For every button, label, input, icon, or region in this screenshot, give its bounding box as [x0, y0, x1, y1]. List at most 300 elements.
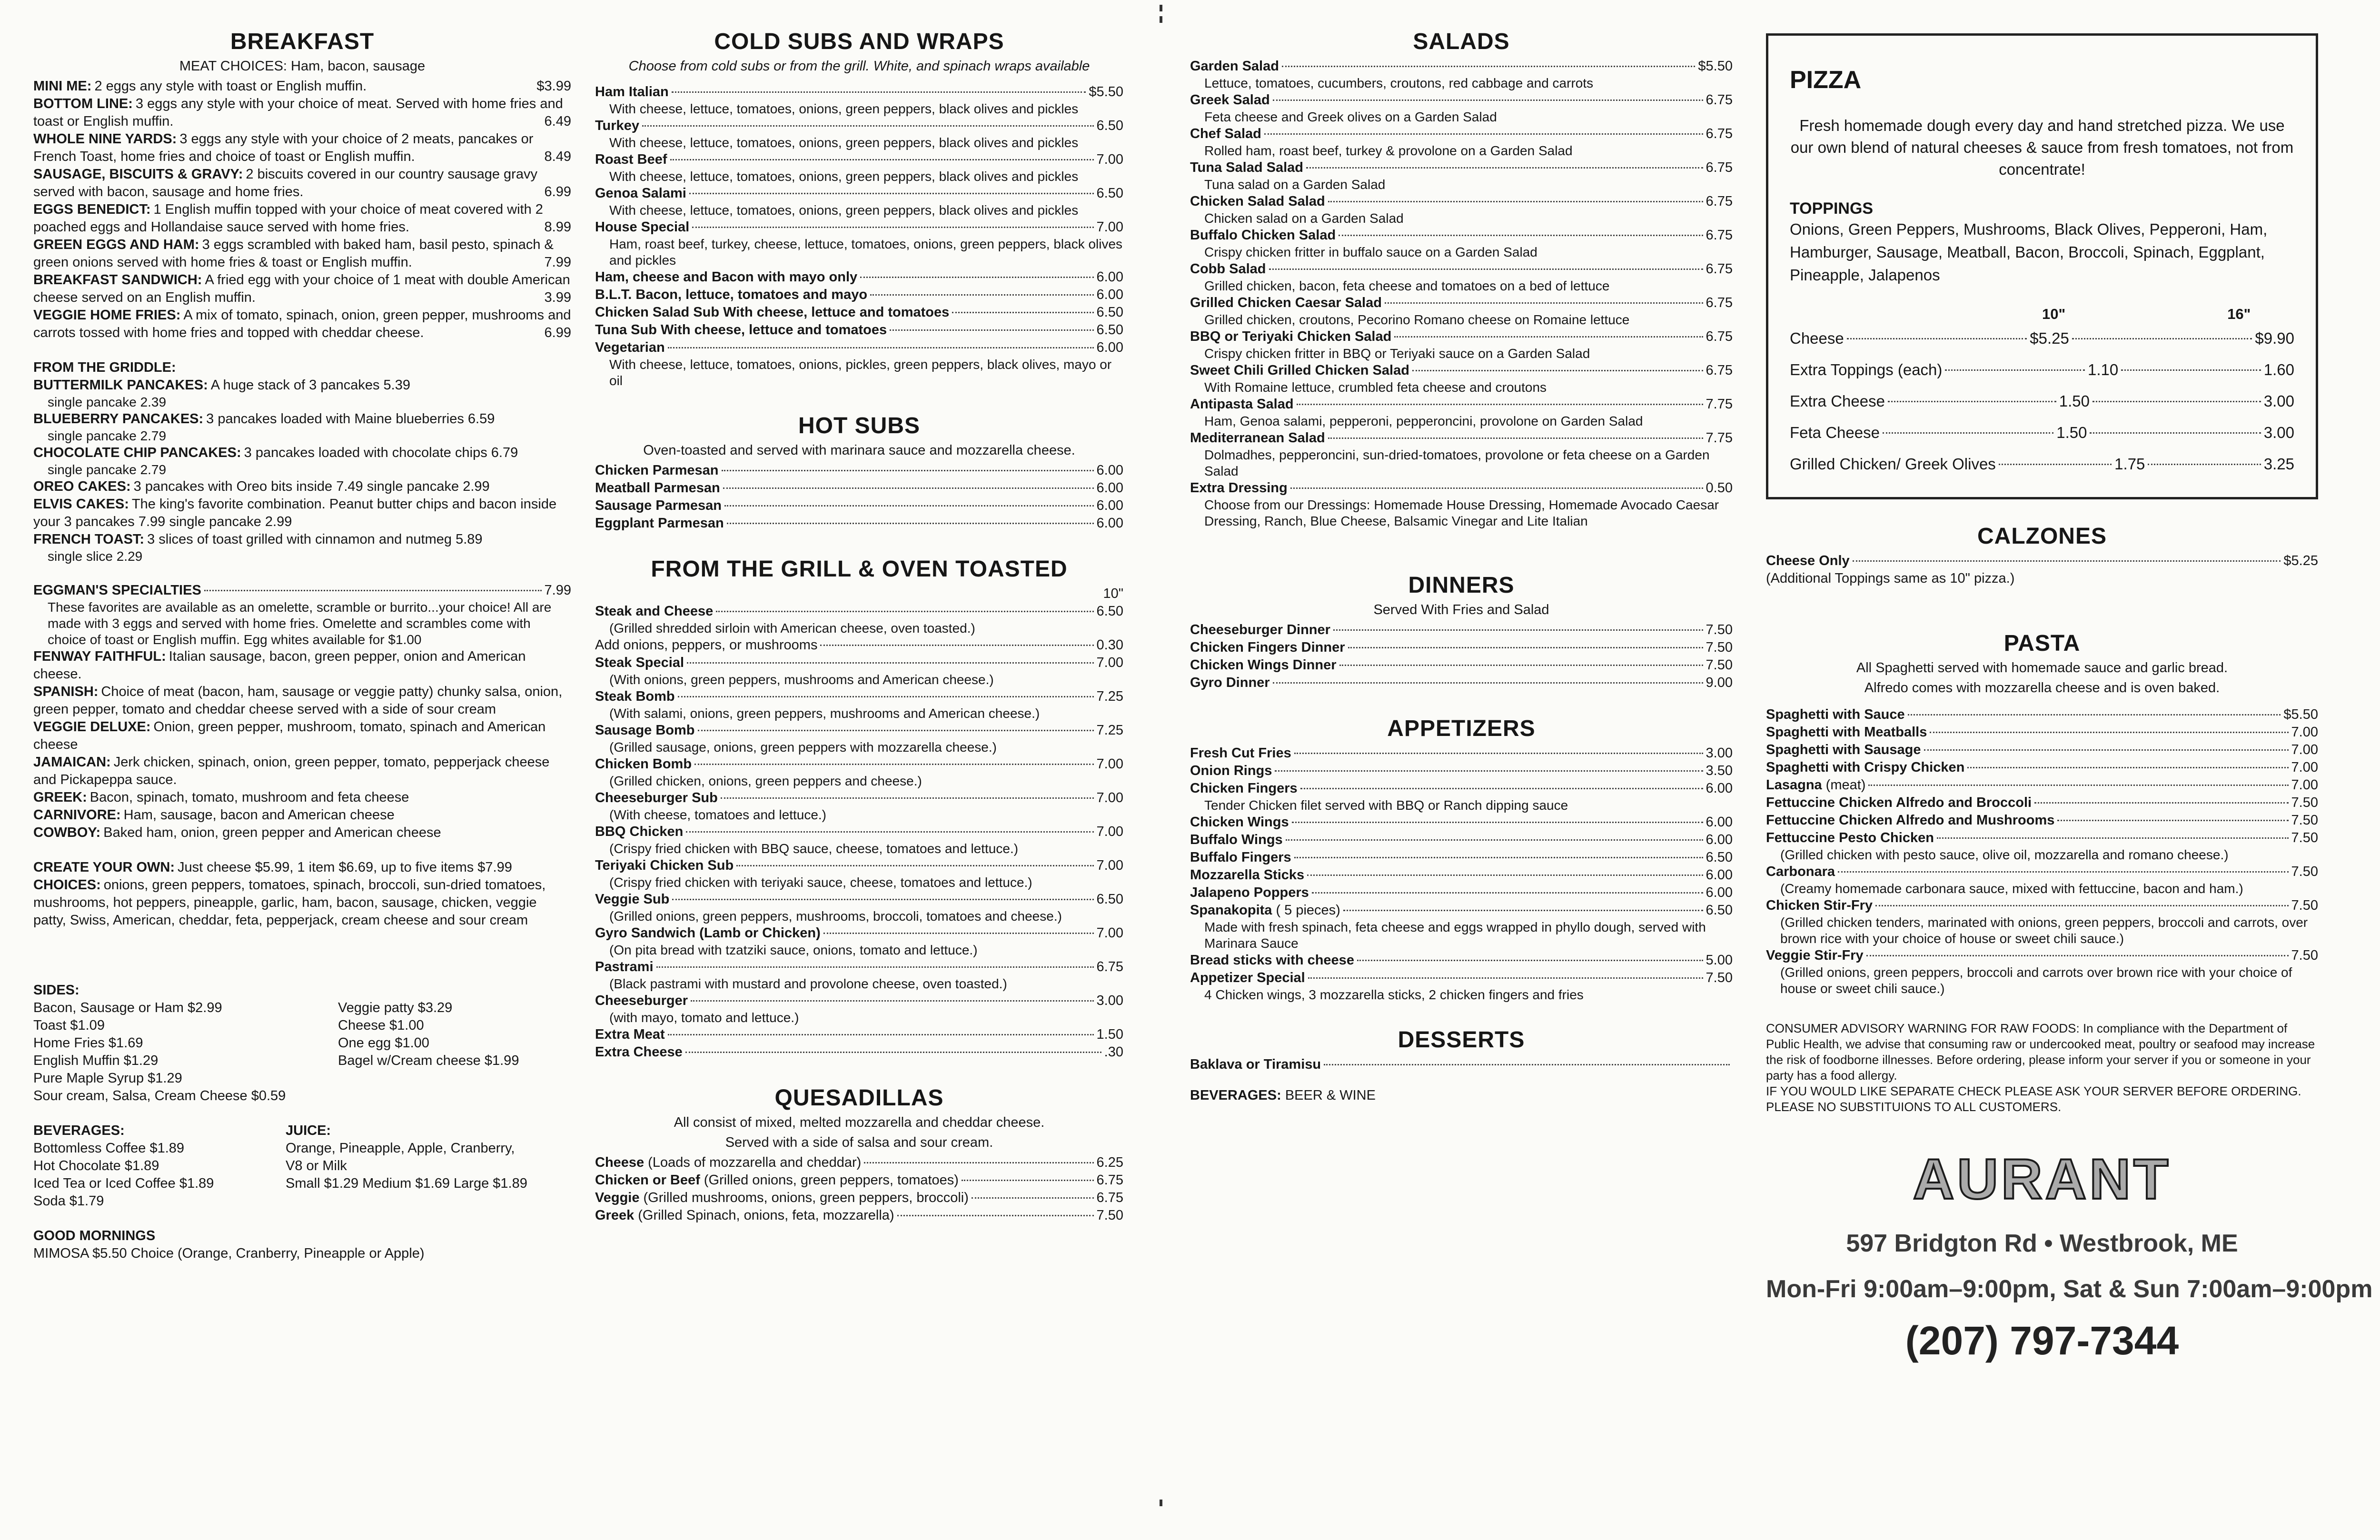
menu-item-desc: Dolmadhes, pepperoncini, sun-dried-tomatoes, provolone or feta cheese on a Garden Salad — [1204, 447, 1710, 478]
menu-item-name: Chicken Stir-Fry — [1766, 898, 1873, 914]
menu-item-name: Vegetarian — [595, 340, 665, 355]
leader-dots — [1868, 785, 2288, 786]
menu-item-price: 7.00 — [2291, 760, 2318, 775]
breakfast-section — [33, 29, 571, 1262]
menu-item-row — [595, 185, 1123, 202]
menu-item-price: 0.30 — [1096, 637, 1123, 653]
leader-dots — [692, 227, 1093, 228]
menu-item-desc: (Crispy fried chicken with teriyaki sauce, cheese, tomatoes and lettuce.) — [609, 875, 1032, 890]
menu-item-name: Meatball Parmesan — [595, 480, 720, 496]
menu-item-name: Gyro Dinner — [1190, 675, 1270, 690]
menu-item-name: Cheese Only — [1766, 553, 1850, 569]
menu-item-name: Tuna Sub With cheese, lettuce and tomatoes — [595, 322, 887, 338]
menu-item-row — [595, 789, 1123, 807]
menu-item-desc: With cheese, lettuce, tomatoes, onions, green peppers, black olives and pickles — [609, 203, 1079, 218]
leader-dots — [2090, 432, 2261, 434]
restaurant-phone: (207) 797-7344 — [1905, 1318, 2179, 1363]
breakfast-column — [33, 29, 571, 1286]
leader-dots — [1412, 370, 1703, 371]
pizza-title: PIZZA — [1790, 66, 1862, 94]
specialty-item-text: Choice of meat (bacon, ham, sausage or veggie patty) chunky salsa, onion, green pepper, tomato and cheddar cheese served with a side of sour cream — [33, 684, 563, 717]
menu-item-price: 7.25 — [1096, 723, 1123, 738]
menu-item-price: 6.50 — [1096, 892, 1123, 907]
menu-item-name: Spaghetti with Meatballs — [1766, 725, 1927, 740]
menu-item-row — [1190, 866, 1733, 884]
menu-item-desc: Grilled chicken, croutons, Pecorino Romano cheese on Romaine lettuce — [1204, 312, 1630, 327]
pizza-column — [1766, 33, 2373, 1364]
leader-dots — [890, 329, 1093, 331]
menu-item-name: Fettuccine Pesto Chicken — [1766, 830, 1934, 846]
menu-item-name: Veggie — [595, 1190, 640, 1205]
griddle-item — [33, 531, 571, 548]
cold-subs-section — [595, 29, 1123, 389]
toppings-title: TOPPINGS — [1790, 199, 1874, 218]
beverage-item: Iced Tea or Iced Coffee $1.89 — [33, 1176, 214, 1191]
pasta-title: PASTA — [2003, 631, 2081, 656]
restaurant-logo: AURANT — [1913, 1147, 2172, 1212]
calzones-title: CALZONES — [1977, 524, 2107, 549]
menu-item-row — [1190, 328, 1733, 346]
menu-item-row — [1190, 260, 1733, 278]
menu-item-row — [1190, 902, 1733, 919]
menu-item-name: Steak Special — [595, 655, 684, 670]
breakfast-title: BREAKFAST — [230, 29, 375, 54]
pizza-row-name: Feta Cheese — [1790, 424, 1880, 442]
leader-dots — [1306, 167, 1703, 169]
menu-item-price: 7.50 — [2291, 813, 2318, 828]
menu-item-row — [595, 462, 1123, 479]
breakfast-item-text: 2 eggs any style with toast or English muffin. — [94, 79, 367, 94]
specialty-item — [33, 754, 571, 789]
salads-section — [1190, 29, 1733, 529]
breakfast-item-price: 6.99 — [544, 325, 571, 340]
choices: CHOICES: onions, green peppers, tomatoes, spinach, broccoli, sun-dried tomatoes, mushrooms, hot peppers, pineapple, garlic, ham, bacon, sausage, chicken, veggie patty, Swiss, American, cheddar, feta, pepperjack, cream cheese and sour cream — [33, 877, 546, 928]
menu-item-price: 6.50 — [1096, 322, 1123, 338]
menu-item-name: Cheeseburger Sub — [595, 790, 718, 805]
menu-item-price: 6.00 — [1096, 516, 1123, 531]
menu-item-row — [1190, 969, 1733, 987]
menu-item-name: Teriyaki Chicken Sub — [595, 858, 734, 873]
juice-item: Orange, Pineapple, Apple, Cranberry, — [286, 1141, 515, 1156]
menu-item-price: 3.00 — [1096, 993, 1123, 1008]
leader-dots — [1924, 749, 2289, 751]
grill-title: FROM THE GRILL & OVEN TOASTED — [651, 556, 1068, 582]
leader-dots — [678, 696, 1094, 697]
menu-item-row — [595, 958, 1123, 976]
menu-item-row — [1190, 639, 1733, 656]
menu-item-row — [1766, 947, 2318, 964]
menu-item-price: 6.50 — [1096, 305, 1123, 320]
pizza-price-10: 1.10 — [2087, 361, 2119, 379]
leader-dots — [1294, 857, 1703, 858]
menu-item-name: Chicken Fingers Dinner — [1190, 640, 1345, 655]
leader-dots — [2121, 369, 2261, 371]
leader-dots — [1908, 714, 2281, 715]
menu-item-row — [1190, 884, 1733, 902]
appetizers-title: APPETIZERS — [1387, 716, 1536, 741]
menu-item-desc: With cheese, lettuce, tomatoes, onions, pickles, green peppers, black olives, mayo or oil — [609, 357, 1112, 388]
menu-item-name: Sweet Chili Grilled Chicken Salad — [1190, 363, 1409, 378]
pizza-row-name: Cheese — [1790, 329, 1844, 348]
menu-item-row — [1190, 1056, 1733, 1073]
menu-item-row — [595, 722, 1123, 739]
griddle-item-name: BUTTERMILK PANCAKES: — [33, 378, 208, 393]
pizza-price-10: 1.50 — [2059, 392, 2090, 410]
menu-item-price: 3.50 — [1706, 763, 1733, 778]
appetizers-section — [1190, 715, 1733, 1003]
menu-item-row — [1766, 829, 2318, 847]
menu-item-price: 7.50 — [1096, 1208, 1123, 1223]
menu-item-row — [1190, 814, 1733, 831]
menu-item-name: Bread sticks with cheese — [1190, 953, 1354, 968]
menu-item-desc: With cheese, lettuce, tomatoes, onions, green peppers, black olives and pickles — [609, 135, 1079, 150]
pizza-desc: Fresh homemade dough every day and hand stretched pizza. We use our own blend of natural cheeses & sauce from fresh tomatoes, not from concentrate! — [1790, 117, 2294, 179]
menu-item-row — [595, 654, 1123, 672]
specialty-item-text: Ham, sausage, bacon and American cheese — [123, 807, 395, 823]
leader-dots — [727, 523, 1094, 524]
menu-item-row — [1190, 193, 1733, 210]
menu-item-name: Buffalo Fingers — [1190, 850, 1291, 865]
leader-dots — [1294, 753, 1703, 754]
menu-item-name: Steak and Cheese — [595, 604, 714, 619]
menu-item-desc: 4 Chicken wings, 3 mozzarella sticks, 2 chicken fingers and fries — [1204, 987, 1584, 1002]
menu-item-name: Ham, cheese and Bacon with mayo only — [595, 269, 858, 285]
menu-item-desc: (Grilled sausage, onions, green peppers with mozzarella cheese.) — [609, 740, 997, 755]
griddle-item-sub: single pancake 2.79 — [48, 428, 167, 443]
menu-item-name: Chicken Bomb — [595, 756, 692, 772]
griddle-item — [33, 496, 571, 531]
menu-item-detail: (Loads of mozzarella and cheddar) — [648, 1155, 862, 1170]
menu-item-price: 7.75 — [1706, 397, 1733, 412]
menu-item-price: 7.50 — [2291, 795, 2318, 811]
pizza-box — [1766, 33, 2318, 499]
menu-item-name: Veggie Stir-Fry — [1766, 948, 1864, 964]
specialty-item-name: FENWAY FAITHFUL: — [33, 649, 166, 664]
menu-item-name: Turkey — [595, 118, 639, 133]
griddle-item-text: A huge stack of 3 pancakes 5.39 — [210, 378, 410, 393]
menu-item-row — [595, 755, 1123, 773]
menu-item-price: 7.00 — [1096, 790, 1123, 805]
leader-dots — [1300, 788, 1703, 789]
menu-item-name: Greek Salad — [1190, 92, 1270, 108]
menu-item-price: 7.25 — [1096, 689, 1123, 704]
leader-dots — [736, 865, 1093, 866]
menu-item-name: Spaghetti with Sauce — [1766, 707, 1905, 723]
menu-item-row — [595, 268, 1123, 286]
pizza-price-row — [1790, 354, 2294, 386]
menu-item-desc: (Grilled onions, green peppers, mushrooms, broccoli, tomatoes and cheese.) — [609, 909, 1062, 924]
menu-item-row — [1190, 362, 1733, 379]
salads-column — [1190, 29, 1733, 1127]
menu-item-name: Fresh Cut Fries — [1190, 745, 1291, 761]
breakfast-item-name: BOTTOM LINE: — [33, 96, 133, 111]
leader-dots — [723, 487, 1094, 489]
menu-item-name: Cobb Salad — [1190, 261, 1266, 277]
menu-item-row — [1190, 621, 1733, 639]
menu-item-desc: Crispy chicken fritter in BBQ or Teriyaki sauce on a Garden Salad — [1204, 346, 1590, 361]
menu-item-detail: (Grilled mushrooms, onions, green peppers, broccoli) — [643, 1190, 969, 1205]
menu-item-row — [1766, 863, 2318, 881]
griddle-item-sub: single pancake 2.39 — [48, 395, 167, 409]
sides-bottom: Sour cream, Salsa, Cream Cheese $0.59 — [33, 1088, 286, 1103]
menu-item-row — [1190, 479, 1733, 497]
breakfast-item-name: SAUSAGE, BISCUITS & GRAVY: — [33, 167, 243, 182]
menu-item-row — [1190, 227, 1733, 244]
breakfast-item-name: GREEN EGGS AND HAM: — [33, 237, 199, 252]
leader-dots — [721, 797, 1094, 799]
menu-item-desc: (Grilled shredded sirloin with American cheese, oven toasted.) — [609, 621, 975, 636]
brand-block — [1766, 1147, 2373, 1364]
menu-item-name: Cheeseburger — [595, 993, 688, 1008]
beverage-item: Bottomless Coffee $1.89 — [33, 1141, 185, 1156]
pizza-price-16: 3.00 — [2263, 392, 2294, 410]
breakfast-items — [33, 78, 571, 342]
breakfast-item-price: 8.99 — [544, 219, 571, 235]
menu-item-price: 6.75 — [1096, 1172, 1123, 1188]
leader-dots — [689, 193, 1094, 194]
leader-dots — [1999, 464, 2112, 465]
menu-item-row — [1190, 656, 1733, 674]
consumer-advisory: CONSUMER ADVISORY WARNING FOR RAW FOODS: In compliance with the Department of Public Health, we advise that consuming raw or undercooked meat, poultry or seafood may increase the risk of foodborne illnesses. Before ordering, please inform your server if you or someone in your party has a food allergy. IF YOU WOULD LIKE SEPARATE CHECK PLEASE ASK YOUR SERVER BEFORE ORDERING. PLEASE NO SUBSTITUIONS TO ALL CUSTOMERS. — [1766, 1021, 2315, 1114]
specialty-item-name: SPANISH: — [33, 684, 99, 699]
leader-dots — [1875, 905, 2289, 906]
leader-dots — [687, 662, 1094, 664]
menu-item-price: 7.00 — [1096, 925, 1123, 941]
breakfast-item-price: 8.49 — [544, 149, 571, 164]
leader-dots — [1945, 369, 2085, 371]
menu-item-name: Baklava or Tiramisu — [1190, 1057, 1321, 1072]
breakfast-item — [33, 78, 571, 95]
menu-item-price: 7.50 — [2291, 830, 2318, 846]
menu-item-price: 6.00 — [1096, 463, 1123, 478]
menu-item-desc: Rolled ham, roast beef, turkey & provolone on a Garden Salad — [1204, 143, 1573, 158]
griddle-item — [33, 478, 571, 496]
pizza-price-10: 1.50 — [2056, 424, 2087, 442]
specialty-item — [33, 648, 571, 683]
menu-item-price: 0.50 — [1706, 480, 1733, 496]
menu-item-row — [595, 219, 1123, 236]
leader-dots — [1328, 201, 1703, 202]
griddle-item-name: ELVIS CAKES: — [33, 497, 129, 512]
menu-item-detail: (Grilled onions, green peppers, tomatoes) — [704, 1172, 959, 1188]
breakfast-item-name: BREAKFAST SANDWICH: — [33, 272, 202, 288]
calzones-note: (Additional Toppings same as 10" pizza.) — [1766, 571, 2015, 586]
leader-dots — [2034, 802, 2288, 804]
menu-item-desc: Tuna salad on a Garden Salad — [1204, 177, 1386, 192]
beverages-list — [33, 1122, 571, 1210]
menu-item-row — [1766, 724, 2318, 741]
menu-item-price: 7.50 — [1706, 640, 1733, 655]
leader-dots — [668, 347, 1094, 348]
specialties-price: 7.99 — [544, 583, 571, 598]
beverages-title: BEVERAGES: — [33, 1123, 125, 1138]
desserts-section — [1190, 1027, 1733, 1103]
menu-item-row — [595, 1172, 1123, 1189]
cold-subs-title: COLD SUBS AND WRAPS — [714, 29, 1004, 54]
menu-item-price: 6.75 — [1706, 295, 1733, 310]
breakfast-item — [33, 95, 571, 130]
leader-dots — [962, 1180, 1094, 1181]
leader-dots — [1264, 133, 1703, 135]
menu-item-price: 7.00 — [2291, 742, 2318, 758]
menu-item-price: $5.50 — [2283, 707, 2318, 723]
menu-item-price: 7.00 — [1096, 824, 1123, 839]
menu-item-desc: Tender Chicken filet served with BBQ or Ranch dipping sauce — [1204, 798, 1568, 813]
pizza-price-10: 1.75 — [2114, 455, 2145, 473]
menu-item-price: 3.00 — [1706, 745, 1733, 761]
menu-item-name: Tuna Salad Salad — [1190, 160, 1303, 175]
calzones-section — [1766, 523, 2318, 587]
griddle-item-name: CHOCOLATE CHIP PANCAKES: — [33, 445, 241, 460]
menu-item-desc: (With cheese, tomatoes and lettuce.) — [609, 807, 826, 822]
menu-item-row — [595, 823, 1123, 841]
leader-dots — [860, 277, 1093, 278]
leader-dots — [1394, 336, 1703, 338]
leader-dots — [1888, 401, 2056, 402]
breakfast-item-text: A fried egg with your choice of 1 meat with double American cheese served on an English muffin. — [33, 272, 570, 305]
breakfast-item — [33, 201, 571, 236]
menu-item-name: Eggplant Parmesan — [595, 516, 724, 531]
menu-item-name: Chicken Wings — [1190, 815, 1289, 830]
leader-dots — [1930, 732, 2288, 733]
beverages-beer-wine: BEVERAGES: BEER & WINE — [1190, 1088, 1376, 1103]
menu-item-detail: (meat) — [1825, 777, 1866, 793]
juice-item: Small $1.29 Medium $1.69 Large $1.89 — [286, 1176, 527, 1191]
menu-item-row — [1190, 831, 1733, 849]
menu-item-price: 6.00 — [1096, 340, 1123, 355]
specialty-item-name: JAMAICAN: — [33, 755, 111, 770]
menu-item-name: Steak Bomb — [595, 689, 675, 704]
breakfast-item — [33, 236, 571, 271]
menu-item-price: 6.00 — [1096, 480, 1123, 496]
leader-dots — [672, 899, 1093, 900]
leader-dots — [1312, 892, 1703, 894]
side-item: Pure Maple Syrup $1.29 — [33, 1071, 182, 1086]
menu-item-desc: (Crispy fried chicken with BBQ sauce, cheese, tomatoes and lettuce.) — [609, 841, 1019, 856]
menu-item-price: 7.50 — [1706, 970, 1733, 985]
good-mornings-title: GOOD MORNINGS — [33, 1228, 156, 1243]
menu-item-row — [1190, 91, 1733, 109]
menu-item-price: 5.00 — [1706, 953, 1733, 968]
menu-item-row — [595, 1189, 1123, 1207]
menu-item-price: 6.00 — [1706, 885, 1733, 900]
pizza-price-16: 1.60 — [2263, 361, 2294, 379]
leader-dots — [1339, 235, 1703, 236]
pizza-row-name: Grilled Chicken/ Greek Olives — [1790, 455, 1996, 473]
menu-item-row — [1190, 849, 1733, 866]
leader-dots — [1290, 487, 1703, 489]
griddle-item-sub: single slice 2.29 — [48, 549, 143, 564]
menu-item-desc: (On pita bread with tzatziki sauce, onions, tomato and lettuce.) — [609, 943, 978, 957]
menu-item-name: Chicken Fingers — [1190, 781, 1298, 796]
menu-item-name: Grilled Chicken Caesar Salad — [1190, 295, 1382, 310]
leader-dots — [1883, 432, 2053, 434]
side-item: Bacon, Sausage or Ham $2.99 — [33, 1000, 222, 1015]
beverage-item: Soda $1.79 — [33, 1193, 104, 1209]
menu-item-name: Extra Cheese — [595, 1044, 683, 1060]
griddle-item-text: 3 pancakes with Oreo bits inside 7.49 single pancake 2.99 — [133, 479, 490, 494]
hot-subs-section — [595, 413, 1123, 532]
leader-dots — [686, 831, 1093, 833]
menu-item-name: Mediterranean Salad — [1190, 430, 1325, 446]
menu-item-name: Buffalo Wings — [1190, 832, 1283, 847]
specialties-name: EGGMAN'S SPECIALTIES — [33, 583, 201, 598]
menu-item-name: Antipasta Salad — [1190, 397, 1294, 412]
menu-item-price: 6.75 — [1706, 363, 1733, 378]
leader-dots — [1339, 665, 1703, 666]
menu-item-row — [595, 891, 1123, 908]
menu-item-price: $5.50 — [1089, 84, 1123, 99]
menu-item-name: BBQ Chicken — [595, 824, 684, 839]
leader-dots — [1273, 99, 1703, 101]
pizza-price-row — [1790, 448, 2294, 480]
menu-item-desc: Feta cheese and Greek olives on a Garden Salad — [1204, 109, 1497, 124]
fold-mark — [1160, 1500, 1162, 1506]
menu-item-desc: (Grilled chicken, onions, green peppers and cheese.) — [609, 774, 922, 788]
menu-item-name: Jalapeno Poppers — [1190, 885, 1309, 900]
menu-item-price: 6.75 — [1706, 194, 1733, 209]
menu-item-row — [595, 321, 1123, 339]
leader-dots — [1297, 404, 1703, 405]
pizza-price-row — [1790, 417, 2294, 448]
leader-dots — [1348, 647, 1703, 648]
menu-item-name: Chicken Salad Salad — [1190, 194, 1325, 209]
leader-dots — [1275, 770, 1703, 772]
leader-dots — [691, 1000, 1094, 1002]
menu-item-row — [595, 117, 1123, 135]
specialty-item — [33, 806, 571, 824]
menu-item-row — [1190, 294, 1733, 312]
specialty-item-name: COWBOY: — [33, 825, 101, 840]
menu-item-price: 6.00 — [1096, 269, 1123, 285]
specialty-item — [33, 824, 571, 842]
leader-dots — [952, 312, 1093, 313]
pizza-row-name: Extra Toppings (each) — [1790, 361, 1943, 379]
menu-item-row — [1766, 759, 2318, 776]
desserts-title: DESSERTS — [1398, 1027, 1525, 1053]
quesadillas-subtitle-2: Served with a side of salsa and sour cream. — [725, 1135, 993, 1150]
menu-item-price: 7.50 — [1706, 622, 1733, 637]
menu-item-row — [1766, 552, 2318, 570]
menu-item-row — [1190, 396, 1733, 413]
leader-dots — [897, 1215, 1094, 1216]
menu-item-desc: (Grilled chicken with pesto sauce, olive oil, mozzarella and romano cheese.) — [1780, 847, 2229, 863]
menu-item-detail: ( 5 pieces) — [1276, 903, 1340, 918]
pizza-price-16: 3.00 — [2263, 424, 2295, 442]
menu-item-price: 7.50 — [2291, 948, 2318, 964]
specialty-item-text: Bacon, spinach, tomato, mushroom and feta cheese — [89, 790, 409, 805]
menu-item-name: Pastrami — [595, 959, 654, 974]
leader-dots — [1307, 874, 1703, 876]
menu-item-row — [1190, 952, 1733, 969]
leader-dots — [670, 159, 1094, 160]
specialties-desc: These favorites are available as an omelette, scramble or burrito...your choice! All are made with 3 eggs and served with home fries. Omelette and scrambles come with choice of toast or English muffin. Egg whites available for $1.00 — [48, 600, 552, 647]
specialty-item-name: GREEK: — [33, 790, 87, 805]
menu-item-desc: Grilled chicken, bacon, feta cheese and tomatoes on a bed of lettuce — [1204, 278, 1610, 293]
leader-dots — [2148, 464, 2261, 465]
side-item: Toast $1.09 — [33, 1018, 105, 1033]
menu-item-price: $5.50 — [1698, 59, 1733, 74]
menu-item-price: 7.00 — [2291, 777, 2318, 793]
leader-dots — [1273, 682, 1703, 684]
menu-item-name: Chicken or Beef — [595, 1172, 700, 1188]
menu-item-row — [1766, 794, 2318, 812]
menu-item-price: 6.50 — [1096, 186, 1123, 201]
menu-item-name: Spaghetti with Crispy Chicken — [1766, 760, 1965, 775]
breakfast-item-price: 7.99 — [544, 255, 571, 270]
menu-item-name: Sausage Bomb — [595, 723, 695, 738]
side-item: Cheese $1.00 — [338, 1018, 424, 1033]
